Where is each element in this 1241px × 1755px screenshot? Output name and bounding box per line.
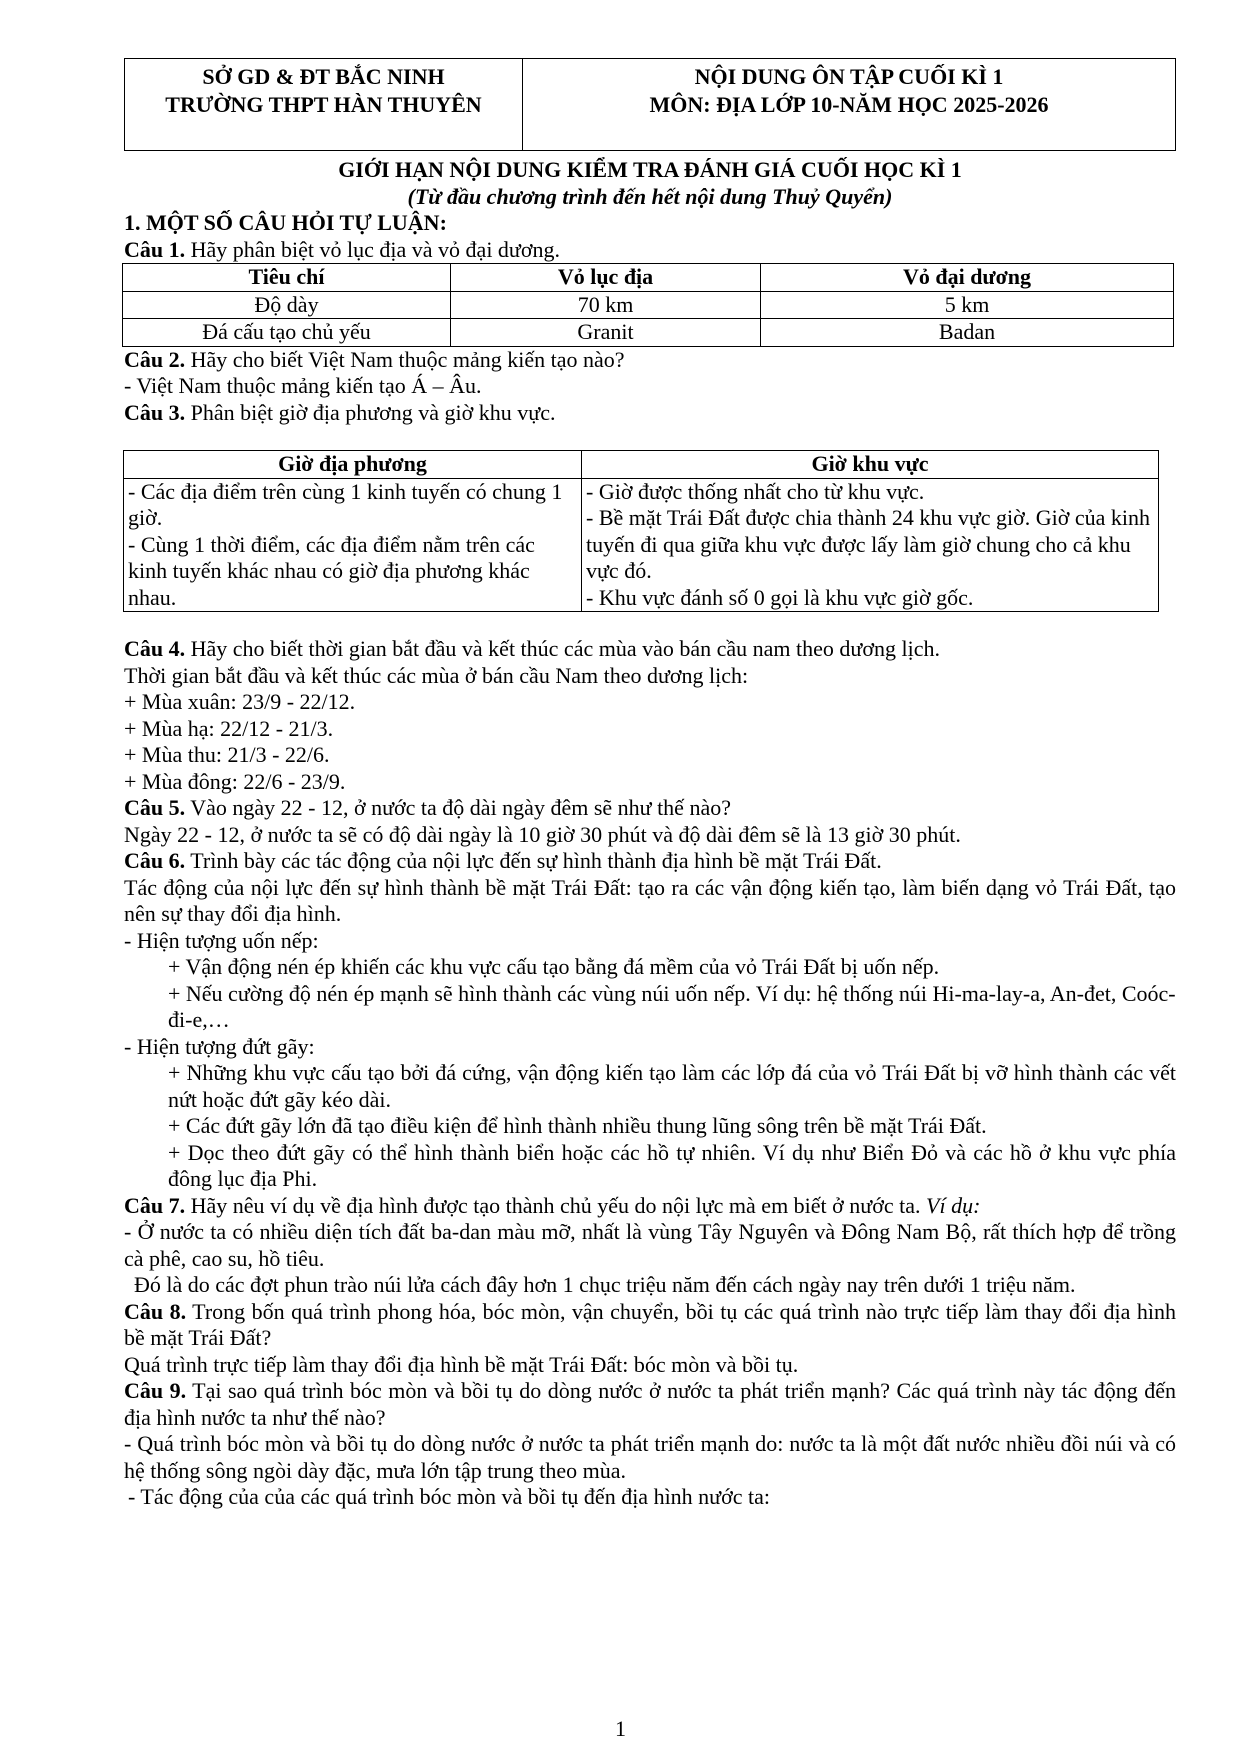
question-label: Câu 4.: [124, 636, 186, 661]
question-7: [124, 1193, 1176, 1220]
answer-text: - Việt Nam thuộc mảng kiến tạo Á – Âu.: [124, 373, 482, 398]
question-2: [124, 347, 1176, 374]
answer-line: + Mùa đông: 22/6 - 23/9.: [124, 768, 346, 794]
table-header-cell: Giờ khu vực: [582, 451, 1159, 479]
question-label: Câu 2.: [124, 346, 186, 372]
table-row: [123, 319, 1174, 347]
header-subject-year: MÔN: ĐỊA LỚP 10-NĂM HỌC 2025-2026: [649, 92, 1049, 117]
question-3: [124, 400, 1176, 427]
header-review-title: NỘI DUNG ÔN TẬP CUỐI KÌ 1: [694, 64, 1004, 89]
header-department: SỞ GD & ĐT BẮC NINH: [202, 64, 445, 89]
answer-bullet: + Vận động nén ép khiến các khu vực cấu tạo bằng đá mềm của vỏ Trái Đất bị uốn nếp.: [168, 954, 940, 979]
table-cell: Granit: [451, 319, 761, 347]
question-text: Tại sao quá trình bóc mòn và bồi tụ do dòng nước ở nước ta phát triển mạnh? Các quá trình này tác động đến địa hình nước ta như thế nào?: [124, 1378, 1177, 1430]
answer-bullet: + Những khu vực cấu tạo bởi đá cứng, vận động kiến tạo làm các lớp đá của vỏ Trái Đất bị vỡ hình thành các vết nứt hoặc đứt gãy kéo dài.: [168, 1060, 1176, 1112]
table-header-cell: Tiêu chí: [123, 264, 451, 292]
answer-bullet: + Các đứt gãy lớn đã tạo điều kiện để hình thành nhiều thung lũng sông trên bề mặt Trái Đất.: [168, 1113, 987, 1138]
question-4: [124, 636, 1176, 663]
question-label: Câu 3.: [124, 399, 186, 425]
zone-time-cell: - Giờ được thống nhất cho từ khu vực. - Bề mặt Trái Đất được chia thành 24 khu vực giờ. Giờ của kinh tuyến đi qua giữa khu vực được lấy làm giờ chung cho cả khu vực đó. - Khu vực đánh số 0 gọi là khu vực giờ gốc.: [582, 478, 1159, 612]
local-time-cell: - Các địa điểm trên cùng 1 kinh tuyến có chung 1 giờ. - Cùng 1 thời điểm, các địa điểm nằm trên các kinh tuyến khác nhau có giờ địa phương khác nhau.: [124, 478, 582, 612]
document-subtitle: (Từ đầu chương trình đến hết nội dung Thuỷ Quyển): [407, 183, 893, 209]
answer-subheading: - Hiện tượng uốn nếp:: [124, 927, 319, 953]
answer-text: Ngày 22 - 12, ở nước ta sẽ có độ dài ngày là 10 giờ 30 phút và độ dài đêm sẽ là 13 giờ 30 phút.: [124, 821, 961, 847]
answer-line: + Mùa xuân: 23/9 - 22/12.: [124, 689, 356, 714]
table-cell: 70 km: [451, 291, 761, 319]
table-cell: Đá cấu tạo chủ yếu: [123, 319, 451, 347]
table-cell: Badan: [761, 319, 1174, 347]
question-label: Câu 7.: [124, 1192, 186, 1218]
answer-bullet: + Dọc theo đứt gãy có thể hình thành biển hoặc các hồ tự nhiên. Ví dụ như Biển Đỏ và các hồ ở khu vực phía đông lục địa Phi.: [168, 1139, 1176, 1191]
section-heading: 1. MỘT SỐ CÂU HỎI TỰ LUẬN:: [124, 210, 447, 235]
table-row: [123, 291, 1174, 319]
question-label: Câu 6.: [124, 848, 186, 873]
header-subject: [523, 59, 1176, 151]
question-8: [124, 1299, 1176, 1352]
answer-bullet: + Nếu cường độ nén ép mạnh sẽ hình thành các vùng núi uốn nếp. Ví dụ: hệ thống núi Hi-ma-lay-a, An-đet, Coóc-đi-e,…: [168, 980, 1176, 1032]
document-title: GIỚI HẠN NỘI DUNG KIỂM TRA ĐÁNH GIÁ CUỐI HỌC KÌ 1: [338, 157, 962, 182]
answer-text: Đó là do các đợt phun trào núi lửa cách đây hơn 1 chục triệu năm đến cách ngày nay trên dưới 1 triệu năm.: [134, 1272, 1076, 1297]
question-text: Phân biệt giờ địa phương và giờ khu vực.: [185, 399, 556, 425]
time-comparison-table: [123, 450, 1159, 612]
question-label: Câu 9.: [124, 1378, 187, 1403]
question-text: Trình bày các tác động của nội lực đến sự hình thành địa hình bề mặt Trái Đất.: [185, 848, 882, 873]
table-cell: Độ dày: [123, 291, 451, 319]
table-row: [124, 478, 1159, 612]
header-school: [125, 59, 523, 151]
question-text: Hãy nêu ví dụ về địa hình được tạo thành chủ yếu do nội lực mà em biết ở nước ta.: [185, 1192, 927, 1218]
table-header-cell: Giờ địa phương: [124, 451, 582, 479]
document-page: [124, 58, 1176, 1511]
answer-subheading: - Hiện tượng đứt gãy:: [124, 1033, 315, 1059]
question-text: Trong bốn quá trình phong hóa, bóc mòn, vận chuyển, bồi tụ các quá trình nào trực tiếp làm thay đổi địa hình bề mặt Trái Đất?: [124, 1298, 1177, 1350]
page-number: 1: [615, 1716, 626, 1741]
answer-text: Quá trình trực tiếp làm thay đổi địa hình bề mặt Trái Đất: bóc mòn và bồi tụ.: [124, 1351, 799, 1377]
question-label: Câu 5.: [124, 795, 186, 820]
example-label: Ví dụ:: [926, 1192, 981, 1218]
table-header-cell: Vỏ đại dương: [761, 264, 1174, 292]
answer-text: Tác động của nội lực đến sự hình thành bề mặt Trái Đất: tạo ra các vận động kiến tạo, làm biến dạng vỏ Trái Đất, tạo nên sự thay đổi địa hình.: [124, 874, 1176, 926]
question-label: Câu 1.: [124, 236, 186, 262]
question-1: [124, 237, 1176, 264]
table-cell: 5 km: [761, 291, 1174, 319]
question-9: [124, 1378, 1176, 1431]
question-label: Câu 8.: [124, 1298, 187, 1324]
question-6: [124, 848, 1176, 875]
answer-line: + Mùa thu: 21/3 - 22/6.: [124, 742, 330, 767]
answer-line: Thời gian bắt đầu và kết thúc các mùa ở bán cầu Nam theo dương lịch:: [124, 662, 749, 688]
question-text: Hãy phân biệt vỏ lục địa và vỏ đại dương.: [185, 236, 560, 262]
table-header-cell: Vỏ lục địa: [451, 264, 761, 292]
question-text: Hãy cho biết thời gian bắt đầu và kết thúc các mùa vào bán cầu nam theo dương lịch.: [185, 636, 940, 661]
question-text: Hãy cho biết Việt Nam thuộc mảng kiến tạo nào?: [185, 346, 625, 372]
header-school-name: TRƯỜNG THPT HÀN THUYÊN: [165, 92, 482, 117]
answer-text: - Tác động của của các quá trình bóc mòn và bồi tụ đến địa hình nước ta:: [128, 1484, 770, 1509]
question-text: Vào ngày 22 - 12, ở nước ta độ dài ngày đêm sẽ như thế nào?: [185, 795, 731, 820]
answer-text: - Ở nước ta có nhiều diện tích đất ba-dan màu mỡ, nhất là vùng Tây Nguyên và Đông Nam Bộ, rất thích hợp để trồng cà phê, cao su, hồ tiêu.: [124, 1219, 1176, 1271]
crust-comparison-table: [122, 263, 1174, 347]
question-5: [124, 795, 1176, 822]
answer-line: + Mùa hạ: 22/12 - 21/3.: [124, 715, 334, 741]
header-table: [124, 58, 1176, 151]
answer-text: - Quá trình bóc mòn và bồi tụ do dòng nước ở nước ta phát triển mạnh do: nước ta là một đất nước nhiều đồi núi và có hệ thống sông ngòi dày đặc, mưa lớn tập trung theo mùa.: [124, 1431, 1176, 1483]
